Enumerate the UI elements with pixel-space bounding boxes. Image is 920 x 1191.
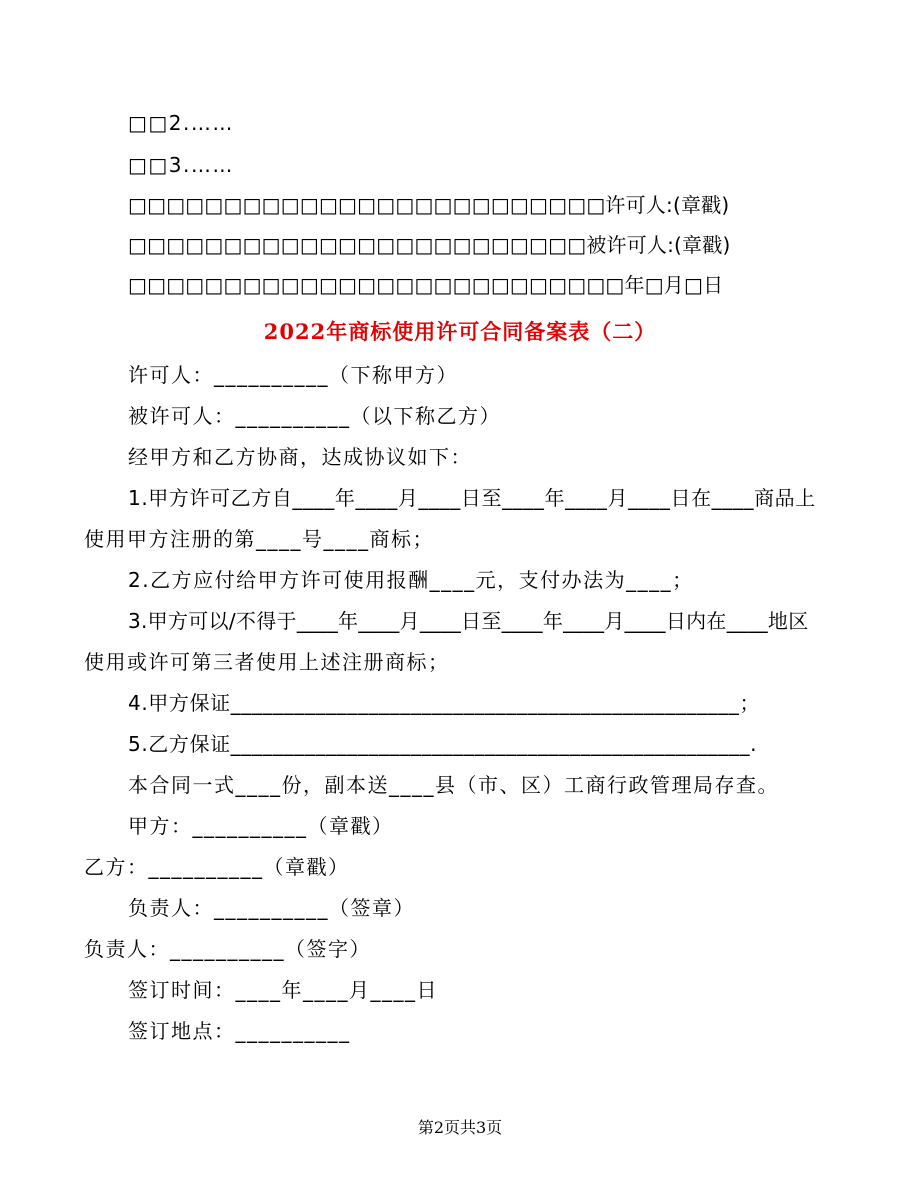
item3-line-a: 3.甲方可以/不得于____年____月____日至____年____月____日内在____地区 bbox=[128, 609, 809, 633]
resp-a-line: 负责人：__________（签章） bbox=[128, 896, 415, 920]
licensor-line: 许可人：__________（下称甲方） bbox=[128, 363, 458, 387]
copies-line: 本合同一式____份，副本送____县（市、区）工商行政管理局存查。 bbox=[128, 773, 779, 797]
sign-time-line: 签订时间：____年____月____日 bbox=[128, 978, 438, 1002]
item1-line-a: 1.甲方许可乙方自____年____月____日至____年____月____日在____商品上 bbox=[128, 486, 816, 510]
top-line-2: □□3.…… bbox=[128, 153, 234, 177]
item1-line-b: 使用甲方注册的第____号____商标； bbox=[84, 527, 434, 551]
item5-line: 5.乙方保证_________________________________________________. bbox=[128, 732, 758, 756]
document-title: 2022年商标使用许可合同备案表（二） bbox=[263, 319, 657, 344]
page-footer: 第2页共3页 bbox=[417, 1118, 503, 1137]
licensee-line: 被许可人：__________（以下称乙方） bbox=[128, 404, 501, 428]
top-line-4: □□□□□□□□□□□□□□□□□□□□□□□□被许可人:(章戳) bbox=[128, 233, 731, 257]
item3-line-b: 使用或许可第三者使用上述注册商标； bbox=[84, 650, 450, 674]
top-line-5: □□□□□□□□□□□□□□□□□□□□□□□□□□年□月□日 bbox=[128, 273, 724, 297]
sign-place-line: 签订地点：__________ bbox=[128, 1019, 351, 1043]
party-a-line: 甲方：__________（章戳） bbox=[128, 814, 394, 838]
intro-line: 经甲方和乙方协商，达成协议如下： bbox=[128, 445, 472, 469]
item4-line: 4.甲方保证________________________________________________； bbox=[128, 691, 761, 715]
top-line-1: □□2.…… bbox=[128, 111, 234, 135]
item2-line: 2.乙方应付给甲方许可使用报酬____元，支付办法为____； bbox=[128, 568, 694, 592]
resp-b-line: 负责人：__________（签字） bbox=[84, 937, 371, 961]
top-line-3: □□□□□□□□□□□□□□□□□□□□□□□□□许可人:(章戳) bbox=[128, 193, 730, 217]
party-b-line: 乙方：__________（章戳） bbox=[84, 855, 350, 879]
